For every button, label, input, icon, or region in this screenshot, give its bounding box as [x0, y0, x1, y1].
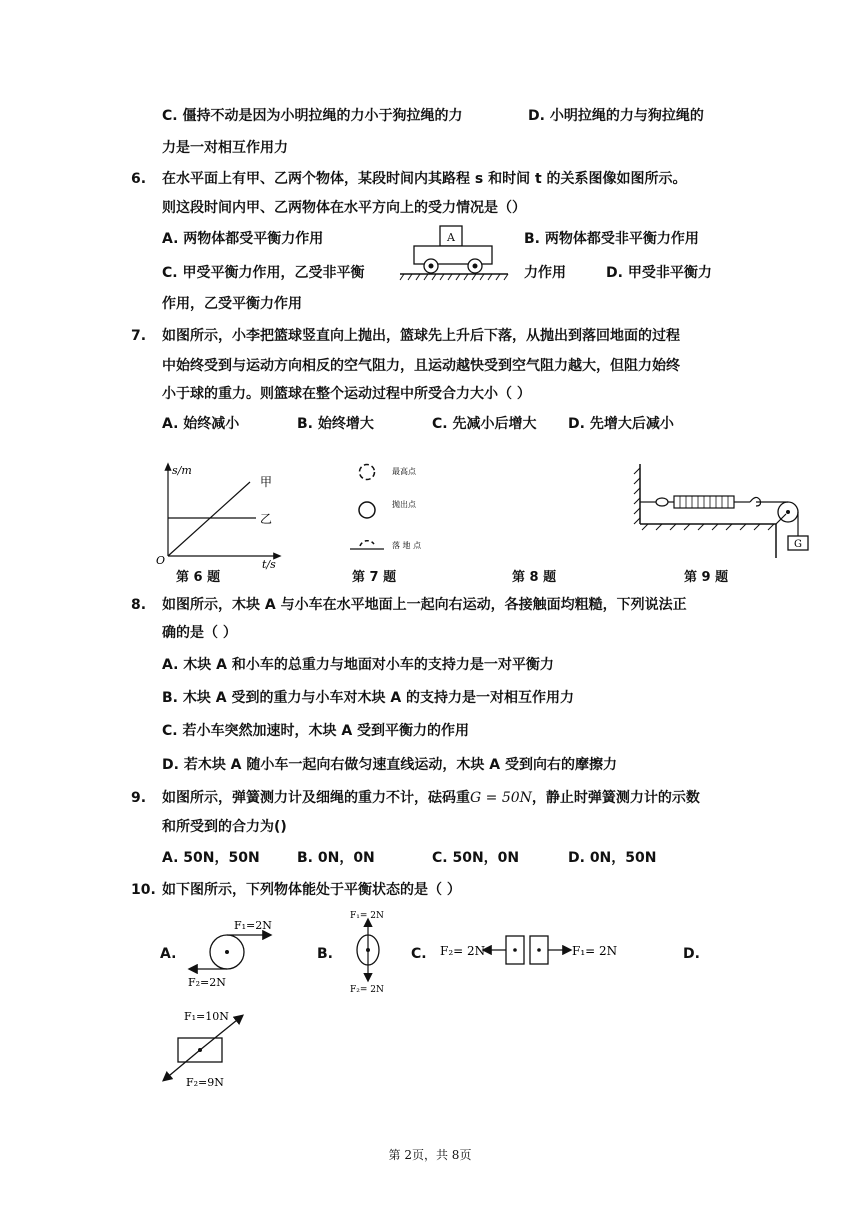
q6-stem-line1: 在水平面上有甲、乙两个物体，某段时间内其路程 s 和时间 t 的关系图像如图所示。	[162, 171, 687, 187]
q10-a-f2: F₂=2N	[188, 976, 226, 989]
q6-graph-xlabel: t/s	[262, 558, 276, 571]
q7-option-a: A. 始终减小	[162, 416, 240, 432]
q10-c-f1: F₁= 2N	[572, 944, 618, 958]
q8-option-d: D. 若木块 A 随小车一起向右做匀速直线运动，木块 A 受到向右的摩擦力	[162, 757, 617, 773]
block-a-label: A	[447, 231, 455, 244]
q10-label-b: B.	[317, 946, 333, 962]
q10-c-f2: F₂= 2N	[440, 944, 486, 958]
fig8-caption: 第 8 题	[512, 570, 557, 585]
q7-number: 7.	[131, 328, 147, 344]
q10-label-d: D.	[683, 946, 700, 962]
q6-graph-origin: O	[156, 554, 166, 567]
q10-label-c: C.	[411, 946, 427, 962]
q6-option-a: A. 两物体都受平衡力作用	[162, 231, 324, 247]
page-footer: 第 2页，共 8页	[388, 1148, 472, 1162]
q5-option-d: D. 小明拉绳的力与狗拉绳的	[528, 108, 704, 124]
q10-label-a: A.	[160, 946, 177, 962]
q10-figure-b	[340, 906, 400, 996]
q10-d-f2: F₂=9N	[186, 1076, 224, 1089]
q7-label-bot: 落 地 点	[392, 541, 422, 550]
q6-number: 6.	[131, 171, 147, 187]
q9-option-a: A. 50N，50N	[162, 850, 260, 866]
q10-b-f1: F₁= 2N	[350, 911, 384, 921]
fig7-caption: 第 7 题	[352, 570, 397, 585]
q9-option-c: C. 50N，0N	[432, 850, 520, 866]
q7-stem-line1: 如图所示，小李把篮球竖直向上抛出，篮球先上升后下落，从抛出到落回地面的过程	[162, 328, 680, 344]
q10-d-f1: F₁=10N	[184, 1010, 229, 1023]
q8-stem-line1: 如图所示，木块 A 与小车在水平地面上一起向右运动，各接触面均粗糙，下列说法正	[162, 597, 687, 613]
q6-option-c: C. 甲受平衡力作用，乙受非平衡	[162, 265, 365, 281]
q6-option-d: D. 甲受非平衡力	[606, 265, 712, 281]
q9-weight-label: G	[794, 539, 802, 550]
q7-basketball-figure	[340, 460, 450, 560]
q8-number: 8.	[131, 597, 147, 613]
cart-with-block-figure	[398, 222, 510, 286]
q8-option-a: A. 木块 A 和小车的总重力与地面对小车的支持力是一对平衡力	[162, 657, 554, 673]
q6-graph-ylabel: s/m	[172, 464, 192, 477]
q7-option-b: B. 始终增大	[297, 416, 374, 432]
q10-number: 10.	[131, 882, 156, 898]
q6-option-c-cont: 力作用	[524, 265, 566, 281]
fig6-caption: 第 6 题	[176, 570, 221, 585]
q5-option-d-cont: 力是一对相互作用力	[162, 140, 288, 156]
q10-figure-a	[180, 910, 280, 994]
q9-stem-part1: 如图所示，弹簧测力计及细绳的重力不计，砝码重	[162, 790, 470, 806]
q9-number: 9.	[131, 790, 147, 806]
q9-option-b: B. 0N，0N	[297, 850, 375, 866]
q9-stem-line2: 和所受到的合力为()	[162, 819, 287, 835]
q10-b-f2: F₂= 2N	[350, 985, 384, 995]
q8-option-c: C. 若小车突然加速时，木块 A 受到平衡力的作用	[162, 723, 470, 739]
q7-stem-line2: 中始终受到与运动方向相反的空气阻力，且运动越快受到空气阻力越大，但阻力始终	[162, 358, 680, 374]
q8-stem-line2: 确的是（ ）	[162, 625, 237, 641]
q6-option-d-cont: 作用，乙受平衡力作用	[162, 296, 302, 312]
q5-option-c: C. 僵持不动是因为小明拉绳的力小于狗拉绳的力	[162, 108, 463, 124]
q10-figure-c	[438, 930, 618, 970]
q10-figure-d	[158, 1006, 258, 1092]
q6-graph-yi: 乙	[260, 512, 273, 526]
q9-option-d: D. 0N，50N	[568, 850, 657, 866]
q9-spring-scale-figure	[628, 460, 812, 560]
q10-stem: 如下图所示，下列物体能处于平衡状态的是（ ）	[162, 882, 461, 898]
q7-label-mid: 抛出点	[392, 500, 416, 509]
q6-option-b: B. 两物体都受非平衡力作用	[524, 231, 699, 247]
q9-stem-part2: ，静止时弹簧测力计的示数	[531, 790, 700, 806]
q7-option-d: D. 先增大后减小	[568, 416, 674, 432]
q6-stem-line2: 则这段时间内甲、乙两物体在水平方向上的受力情况是（）	[162, 200, 526, 216]
q7-option-c: C. 先减小后增大	[432, 416, 537, 432]
q7-label-top: 最高点	[392, 467, 416, 476]
q7-stem-line3: 小于球的重力。则篮球在整个运动过程中所受合力大小（ ）	[162, 386, 531, 402]
q6-distance-time-graph	[150, 460, 290, 572]
fig9-caption: 第 9 题	[684, 570, 729, 585]
q6-graph-jia: 甲	[260, 475, 273, 489]
q9-stem-line1	[162, 788, 700, 808]
q10-a-f1: F₁=2N	[234, 919, 272, 932]
q8-option-b: B. 木块 A 受到的重力与小车对木块 A 的支持力是一对相互作用力	[162, 690, 575, 706]
q9-stem-math: G = 50N	[470, 790, 532, 806]
